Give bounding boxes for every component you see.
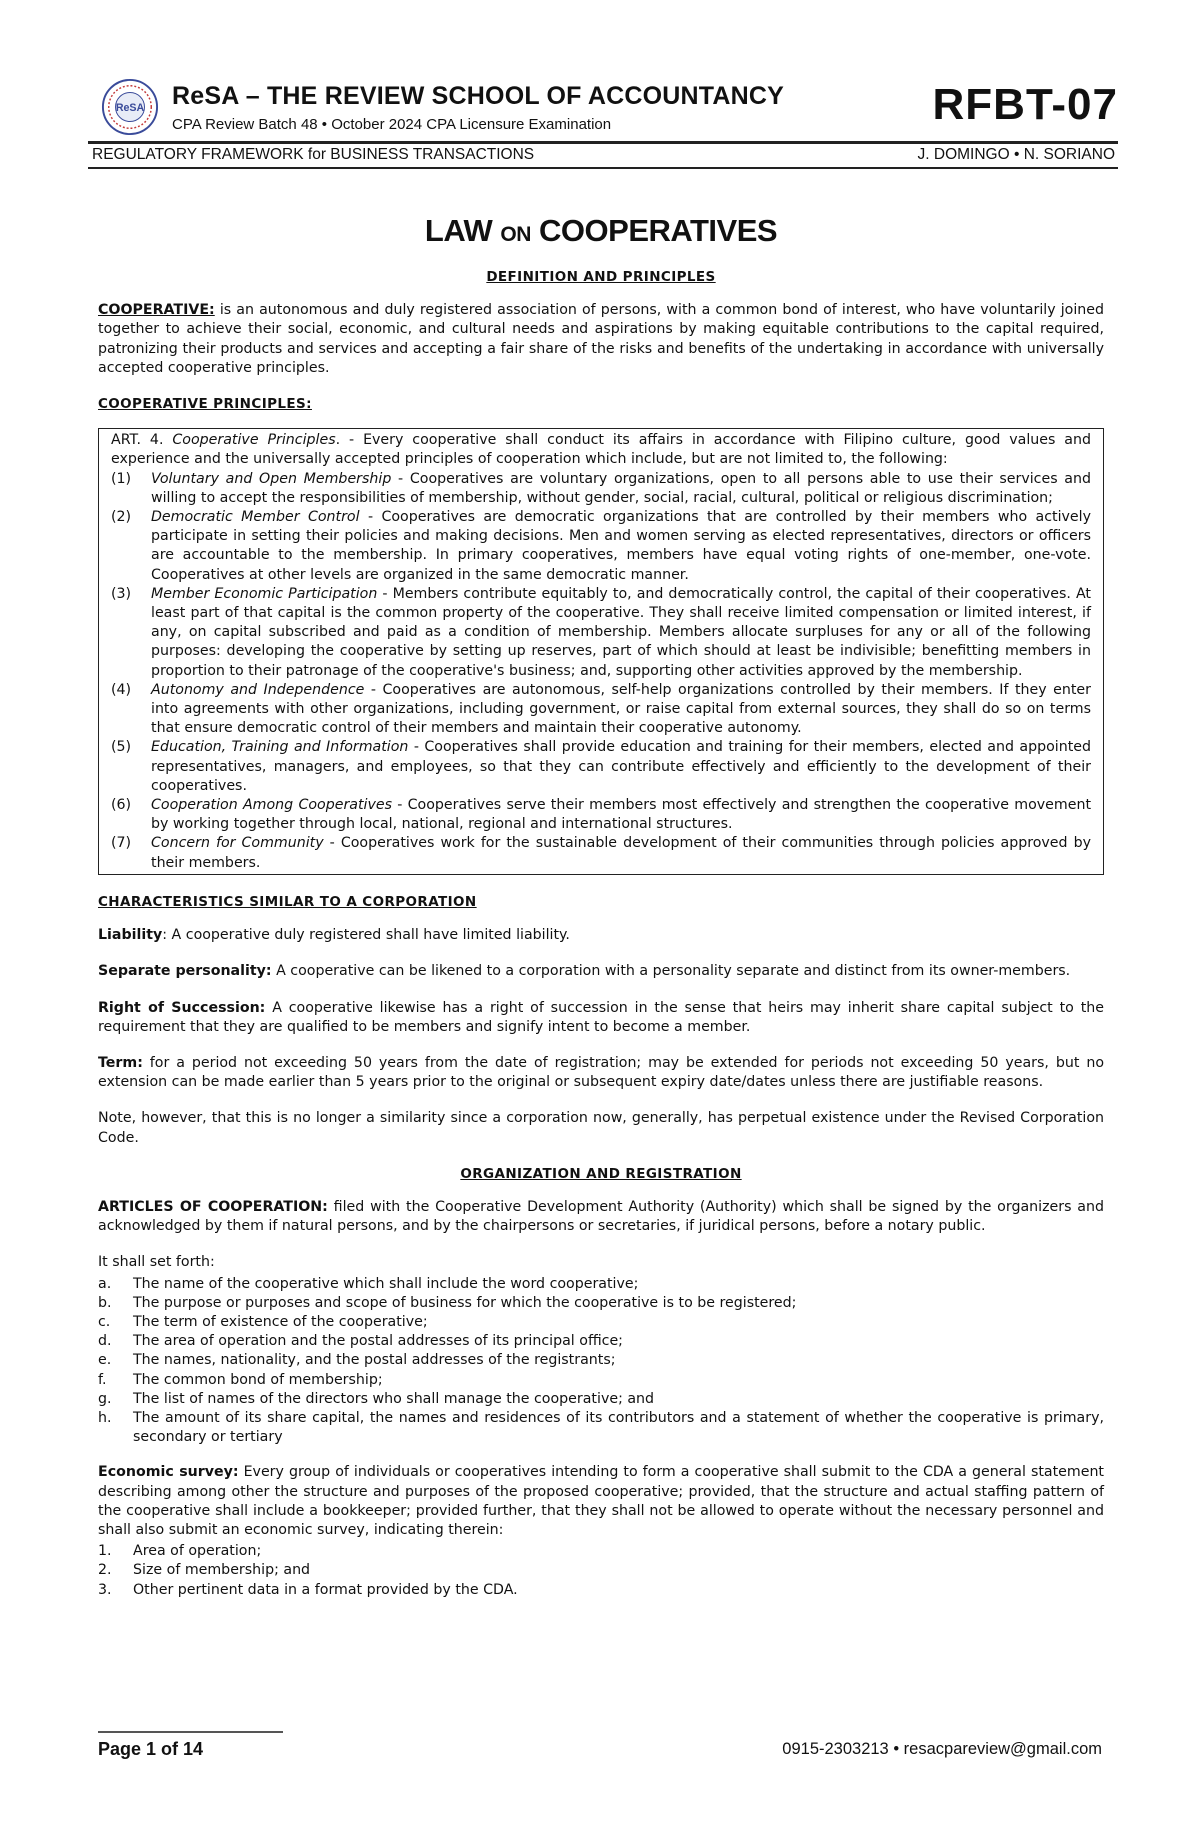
resa-logo bbox=[101, 78, 159, 136]
section-heading-definition: DEFINITION AND PRINCIPLES bbox=[486, 269, 716, 285]
list-marker: a. bbox=[98, 1275, 112, 1292]
list-marker: 3. bbox=[98, 1581, 112, 1598]
list-item-text: Other pertinent data in a format provided by the CDA. bbox=[133, 1581, 518, 1598]
principle-text: Concern for Community - Cooperatives work for the sustainable development of their communities through policies approved by their members. bbox=[151, 835, 1091, 871]
principle-number: (5) bbox=[111, 739, 132, 756]
principle-item bbox=[111, 470, 1091, 508]
set-forth-label: It shall set forth: bbox=[98, 1254, 215, 1271]
logo-text: ReSA bbox=[115, 101, 145, 114]
list-marker: h. bbox=[98, 1409, 112, 1426]
list-marker: b. bbox=[98, 1294, 112, 1311]
liability-paragraph: Liability: A cooperative duly registered shall have limited liability. bbox=[98, 927, 570, 944]
list-marker: d. bbox=[98, 1333, 112, 1350]
article-item bbox=[98, 1275, 1104, 1294]
principle-text: Autonomy and Independence - Cooperatives are autonomous, self-help organizations controlled by their members. If they enter into agreements with other organizations, including government, or raise capital from external sources, they shall do so on terms that ensure democratic control of their members and maintain their cooperative autonomy. bbox=[151, 681, 1091, 737]
principle-item bbox=[111, 681, 1091, 739]
list-marker: f. bbox=[98, 1371, 107, 1388]
footer-divider bbox=[98, 1731, 283, 1733]
article-item bbox=[98, 1409, 1104, 1447]
principle-item bbox=[111, 508, 1091, 585]
principle-item bbox=[111, 738, 1091, 796]
cooperative-definition: COOPERATIVE: is an autonomous and duly registered association of persons, with a common bond of interest, who have voluntarily joined together to achieve their social, economic, and cultural needs and aspirations by making equitable contributions to the capital required, patronizing their products and services and accepting a fair share of the risks and benefits of the undertaking in accordance with universally accepted cooperative principles. bbox=[98, 302, 1104, 376]
authors: J. DOMINGO • N. SORIANO bbox=[917, 146, 1115, 163]
list-marker: 1. bbox=[98, 1543, 112, 1560]
survey-item bbox=[98, 1542, 1104, 1561]
article-item bbox=[98, 1351, 1104, 1370]
list-item-text: The purpose or purposes and scope of business for which the cooperative is to be registered; bbox=[133, 1294, 797, 1311]
list-item-text: The list of names of the directors who shall manage the cooperative; and bbox=[133, 1390, 655, 1407]
page-number: Page 1 of 14 bbox=[98, 1739, 204, 1759]
principle-number: (1) bbox=[111, 470, 132, 487]
list-item-text: The term of existence of the cooperative; bbox=[133, 1313, 428, 1330]
economic-survey-paragraph: Economic survey: Every group of individuals or cooperatives intending to form a cooperative shall submit to the CDA a general statement describing among other the structure and purposes of the proposed cooperative; provided, that the structure and actual staffing pattern of the cooperative shall include a bookkeeper; provided further, that they shall not be allowed to operate without the necessary personnel and shall also submit an economic survey, indicating therein: bbox=[98, 1464, 1104, 1538]
list-item-text: The name of the cooperative which shall include the word cooperative; bbox=[133, 1275, 639, 1292]
article-item bbox=[98, 1332, 1104, 1351]
list-marker: 2. bbox=[98, 1562, 112, 1579]
school-name: ReSA – THE REVIEW SCHOOL OF ACCOUNTANCY bbox=[172, 82, 785, 110]
page-title: LAW ON COOPERATIVES bbox=[424, 213, 778, 248]
principles-list bbox=[111, 470, 1091, 873]
header-divider bbox=[88, 141, 1118, 144]
article-item bbox=[98, 1371, 1104, 1390]
list-item-text: The names, nationality, and the postal addresses of the registrants; bbox=[133, 1352, 616, 1369]
principle-number: (4) bbox=[111, 681, 132, 698]
document-code: RFBT-07 bbox=[932, 80, 1118, 129]
principle-text: Cooperation Among Cooperatives - Cooperatives serve their members most effectively and strengthen the cooperative movement by working together through local, national, regional and international structures. bbox=[151, 797, 1092, 833]
list-item-text: Size of membership; and bbox=[133, 1562, 311, 1579]
article-item bbox=[98, 1294, 1104, 1313]
document-body bbox=[98, 212, 1104, 1616]
survey-list bbox=[98, 1542, 1104, 1600]
section-heading-organization: ORGANIZATION AND REGISTRATION bbox=[460, 1165, 742, 1182]
list-marker: g. bbox=[98, 1390, 112, 1407]
principle-number: (6) bbox=[111, 797, 132, 814]
principle-number: (2) bbox=[111, 509, 132, 526]
list-marker: c. bbox=[98, 1313, 111, 1330]
list-marker: e. bbox=[98, 1352, 112, 1369]
term-paragraph: Term: for a period not exceeding 50 years from the date of registration; may be extended for periods not exceeding 50 years, but no extension can be made earlier than 5 years prior to the original or subsequent expiry date/dates unless there are justifiable reasons. bbox=[98, 1054, 1104, 1091]
section-heading-principles: COOPERATIVE PRINCIPLES: bbox=[98, 396, 312, 413]
article-item bbox=[98, 1390, 1104, 1409]
principle-text: Member Economic Participation - Members contribute equitably to, and democratically control, the capital of their cooperatives. At least part of that capital is the common property of the cooperative. They shall receive limited compensation or limited interest, if any, on capital subscribed and paid as a condition of membership. Members allocate surpluses for any or all of the following purposes: developing the cooperative by setting up reserves, part of which should at least be indivisible; benefitting members in proportion to their patronage of the cooperative's business; and, supporting other activities approved by the membership. bbox=[151, 585, 1091, 679]
survey-item bbox=[98, 1561, 1104, 1580]
articles-paragraph: ARTICLES OF COOPERATION: filed with the Cooperative Development Authority (Authority) which shall be signed by the organizers and acknowledged by them if natural persons, and by the chairpersons or secretaries, if juridical persons, before a notary public. bbox=[98, 1198, 1104, 1235]
articles-list bbox=[98, 1275, 1104, 1448]
principle-text: Democratic Member Control - Cooperatives are democratic organizations that are controlled by their members who actively participate in setting their policies and making decisions. Men and women serving as elected representatives, directors or officers are accountable to the membership. In primary cooperatives, members have equal voting rights of one-member, one-vote. Cooperatives at other levels are organized in the same democratic manner. bbox=[151, 509, 1091, 583]
list-item-text: The amount of its share capital, the names and residences of its contributors and a statement of whether the cooperative is primary, secondary or tertiary bbox=[133, 1409, 1104, 1446]
subject-title: REGULATORY FRAMEWORK for BUSINESS TRANSACTIONS bbox=[92, 146, 535, 163]
art-4-intro: ART. 4. Cooperative Principles. - Every cooperative shall conduct its affairs in accordance with Filipino culture, good values and experience and the universally accepted principles of cooperation which include, but are not limited to, the following: bbox=[111, 432, 1091, 468]
principle-number: (7) bbox=[111, 835, 132, 852]
survey-item bbox=[98, 1581, 1104, 1600]
list-item-text: The common bond of membership; bbox=[133, 1371, 383, 1388]
section-heading-characteristics: CHARACTERISTICS SIMILAR TO A CORPORATION bbox=[98, 893, 477, 910]
list-item-text: The area of operation and the postal addresses of its principal office; bbox=[133, 1333, 623, 1350]
principle-text: Education, Training and Information - Cooperatives shall provide education and training for their members, elected and appointed representatives, managers, and employees, so that they can contribute effectively and efficiently to the development of their cooperatives. bbox=[151, 739, 1091, 794]
principle-item bbox=[111, 834, 1091, 872]
principle-item bbox=[111, 796, 1091, 834]
principles-box bbox=[98, 428, 1104, 875]
principle-item bbox=[111, 585, 1091, 681]
header-divider-bottom bbox=[88, 167, 1118, 169]
list-item-text: Area of operation; bbox=[133, 1543, 262, 1560]
note-paragraph: Note, however, that this is no longer a similarity since a corporation now, generally, has perpetual existence under the Revised Corporation Code. bbox=[98, 1110, 1104, 1146]
succession-paragraph: Right of Succession: A cooperative likewise has a right of succession in the sense that heirs may inherit share capital subject to the requirement that they are qualified to be members and signify intent to become a member. bbox=[98, 999, 1104, 1035]
principle-text: Voluntary and Open Membership - Cooperatives are voluntary organizations, open to all persons able to use their services and willing to accept the responsibilities of membership, without gender, social, racial, cultural, political or religious discrimination; bbox=[151, 470, 1091, 506]
separate-personality-paragraph: Separate personality: A cooperative can be likened to a corporation with a personality separate and distinct from its owner-members. bbox=[98, 963, 1071, 980]
contact-info: 0915-2303213 • resacpareview@gmail.com bbox=[782, 1740, 1102, 1758]
principle-number: (3) bbox=[111, 585, 132, 602]
article-item bbox=[98, 1313, 1104, 1332]
batch-info: CPA Review Batch 48 • October 2024 CPA Licensure Examination bbox=[172, 116, 612, 133]
